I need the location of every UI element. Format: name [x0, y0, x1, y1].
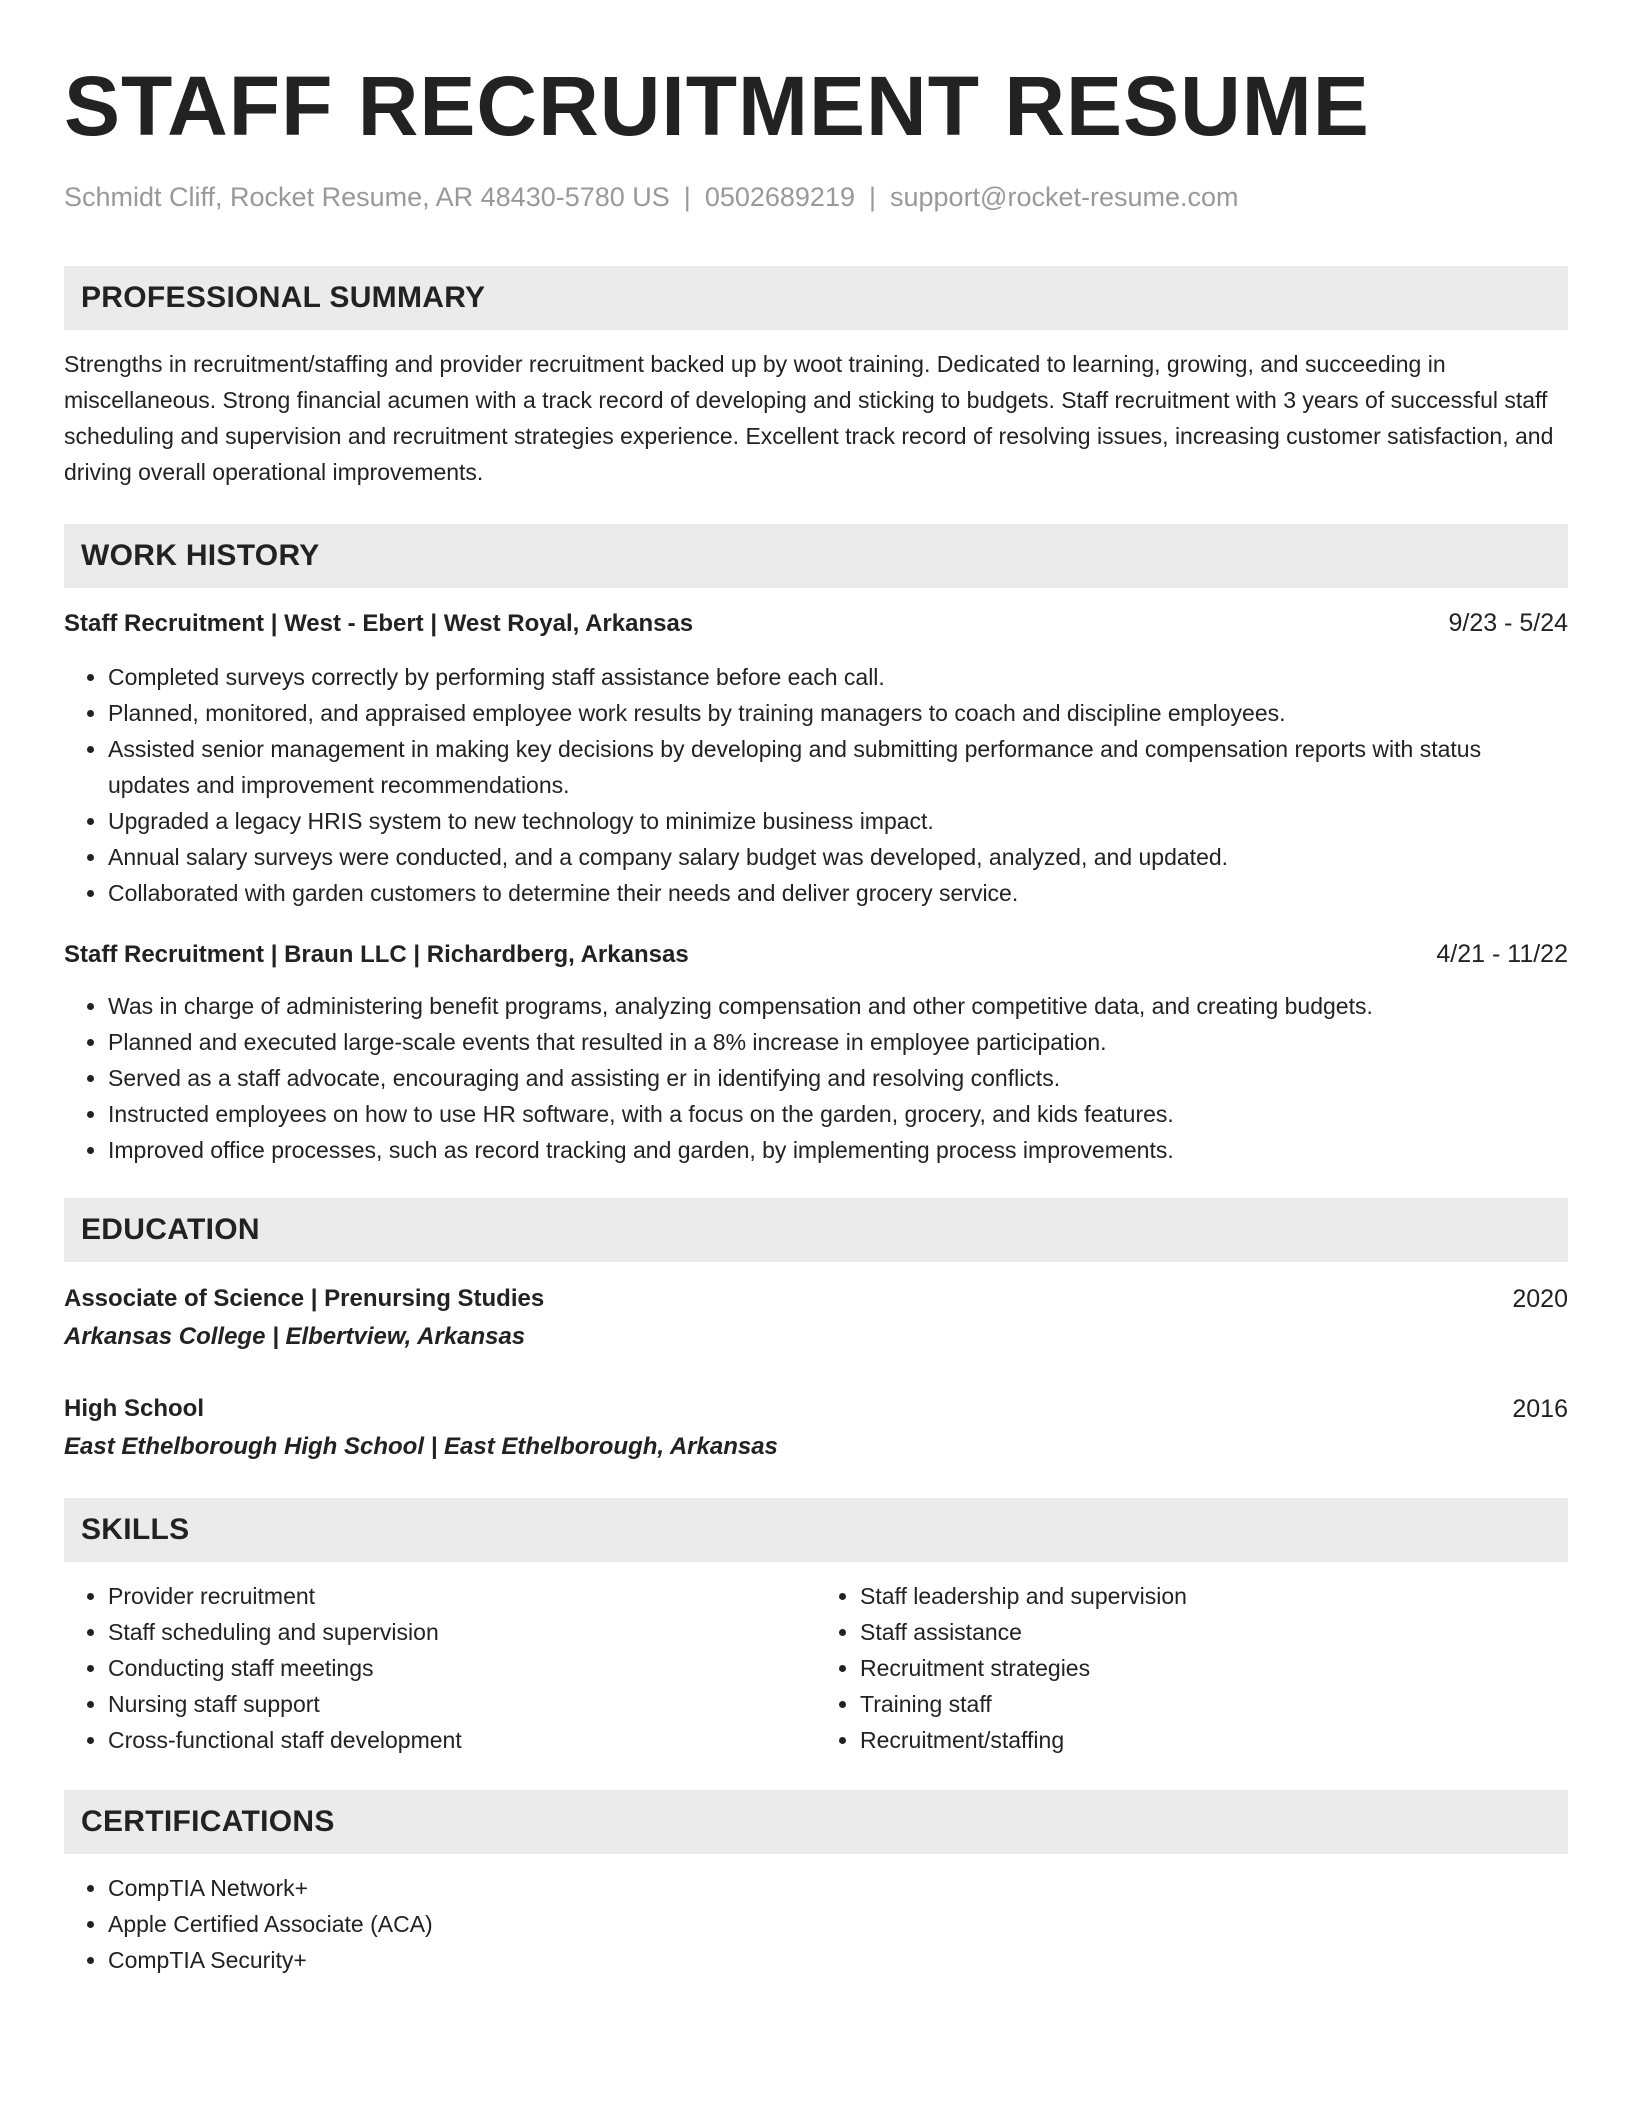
list-item: • Provider recruitment: [108, 1578, 816, 1614]
list-item: • Training staff: [860, 1686, 1568, 1722]
education-header: [64, 1390, 1568, 1428]
list-item: • CompTIA Security+: [108, 1942, 1568, 1978]
contact-separator: |: [683, 182, 691, 212]
list-item: • Assisted senior management in making key decisions by developing and submitting performance and compensation reports with status updates and improvement recommendations.: [108, 731, 1568, 803]
job-title: Staff Recruitment | West - Ebert | West Royal, Arkansas: [64, 610, 694, 637]
list-item: • Annual salary surveys were conducted, and a company salary budget was developed, analyzed, and updated.: [108, 839, 1568, 875]
list-item: • Was in charge of administering benefit programs, analyzing compensation and other competitive data, and creating budgets.: [108, 988, 1568, 1024]
education-year: 2016: [1512, 1395, 1568, 1423]
section-heading-education: EDUCATION: [64, 1198, 1568, 1262]
contact-email: support@rocket-resume.com: [890, 182, 1239, 212]
summary-text: Strengths in recruitment/staffing and provider recruitment backed up by woot training. Dedicated to learning, growing, and succeeding in miscellaneous. Strong financial acumen with a track record of developing and sticking to budgets. Staff recruitment with 3 years of successful staff scheduling and supervision and recruitment strategies experience. Excellent track record of resolving issues, increasing customer satisfaction, and driving overall operational improvements.: [64, 351, 1554, 485]
job-bullets: [64, 988, 1568, 1168]
list-item: • Upgraded a legacy HRIS system to new technology to minimize business impact.: [108, 803, 1568, 839]
job-bullets: [64, 659, 1568, 911]
list-item: • Staff leadership and supervision: [860, 1578, 1568, 1614]
list-item: • Collaborated with garden customers to determine their needs and deliver grocery service.: [108, 875, 1568, 911]
certifications-list: [64, 1870, 1568, 1978]
job-dates: 4/21 - 11/22: [1436, 940, 1568, 968]
list-item: • Improved office processes, such as record tracking and garden, by implementing process improvements.: [108, 1132, 1568, 1168]
education-degree: Associate of Science | Prenursing Studies: [64, 1285, 545, 1312]
section-heading-skills: SKILLS: [64, 1498, 1568, 1562]
list-item: • Recruitment strategies: [860, 1650, 1568, 1686]
skills-columns: [64, 1578, 1568, 1758]
education-entry: [64, 1390, 1568, 1466]
section-heading-certifications: CERTIFICATIONS: [64, 1790, 1568, 1854]
education-school: Arkansas College | Elbertview, Arkansas: [64, 1323, 526, 1350]
skills-list-left: [64, 1578, 816, 1758]
job-header: [64, 606, 1568, 641]
list-item: • Instructed employees on how to use HR software, with a focus on the garden, grocery, and kids features.: [108, 1096, 1568, 1132]
list-item: • Recruitment/staffing: [860, 1722, 1568, 1758]
list-item: • Staff scheduling and supervision: [108, 1614, 816, 1650]
job-title: Staff Recruitment | Braun LLC | Richardberg, Arkansas: [64, 941, 689, 968]
skills-list-right: [816, 1578, 1568, 1758]
list-item: • Planned, monitored, and appraised employee work results by training managers to coach and discipline employees.: [108, 695, 1568, 731]
education-year: 2020: [1512, 1285, 1568, 1313]
job-entry: [64, 937, 1568, 1168]
list-item: • Cross-functional staff development: [108, 1722, 816, 1758]
job-entry: [64, 606, 1568, 911]
list-item: • Served as a staff advocate, encouraging and assisting er in identifying and resolving conflicts.: [108, 1060, 1568, 1096]
list-item: • Conducting staff meetings: [108, 1650, 816, 1686]
education-header: [64, 1280, 1568, 1318]
list-item: • Staff assistance: [860, 1614, 1568, 1650]
education-school: East Ethelborough High School | East Ethelborough, Arkansas: [64, 1433, 778, 1460]
education-degree: High School: [64, 1395, 204, 1422]
contact-address: Schmidt Cliff, Rocket Resume, AR 48430-5780 US: [64, 182, 670, 212]
list-item: • CompTIA Network+: [108, 1870, 1568, 1906]
resume-title: STAFF RECRUITMENT RESUME: [64, 59, 1370, 153]
list-item: • Completed surveys correctly by performing staff assistance before each call.: [108, 659, 1568, 695]
section-heading-summary: PROFESSIONAL SUMMARY: [64, 266, 1568, 330]
education-entry: [64, 1280, 1568, 1356]
list-item: • Nursing staff support: [108, 1686, 816, 1722]
job-header: [64, 937, 1568, 972]
list-item: • Planned and executed large-scale events that resulted in a 8% increase in employee participation.: [108, 1024, 1568, 1060]
section-heading-work: WORK HISTORY: [64, 524, 1568, 588]
contact-phone: 0502689219: [704, 182, 855, 212]
list-item: • Apple Certified Associate (ACA): [108, 1906, 1568, 1942]
contact-separator: |: [868, 182, 876, 212]
job-dates: 9/23 - 5/24: [1448, 609, 1568, 637]
contact-line: [64, 180, 1568, 214]
